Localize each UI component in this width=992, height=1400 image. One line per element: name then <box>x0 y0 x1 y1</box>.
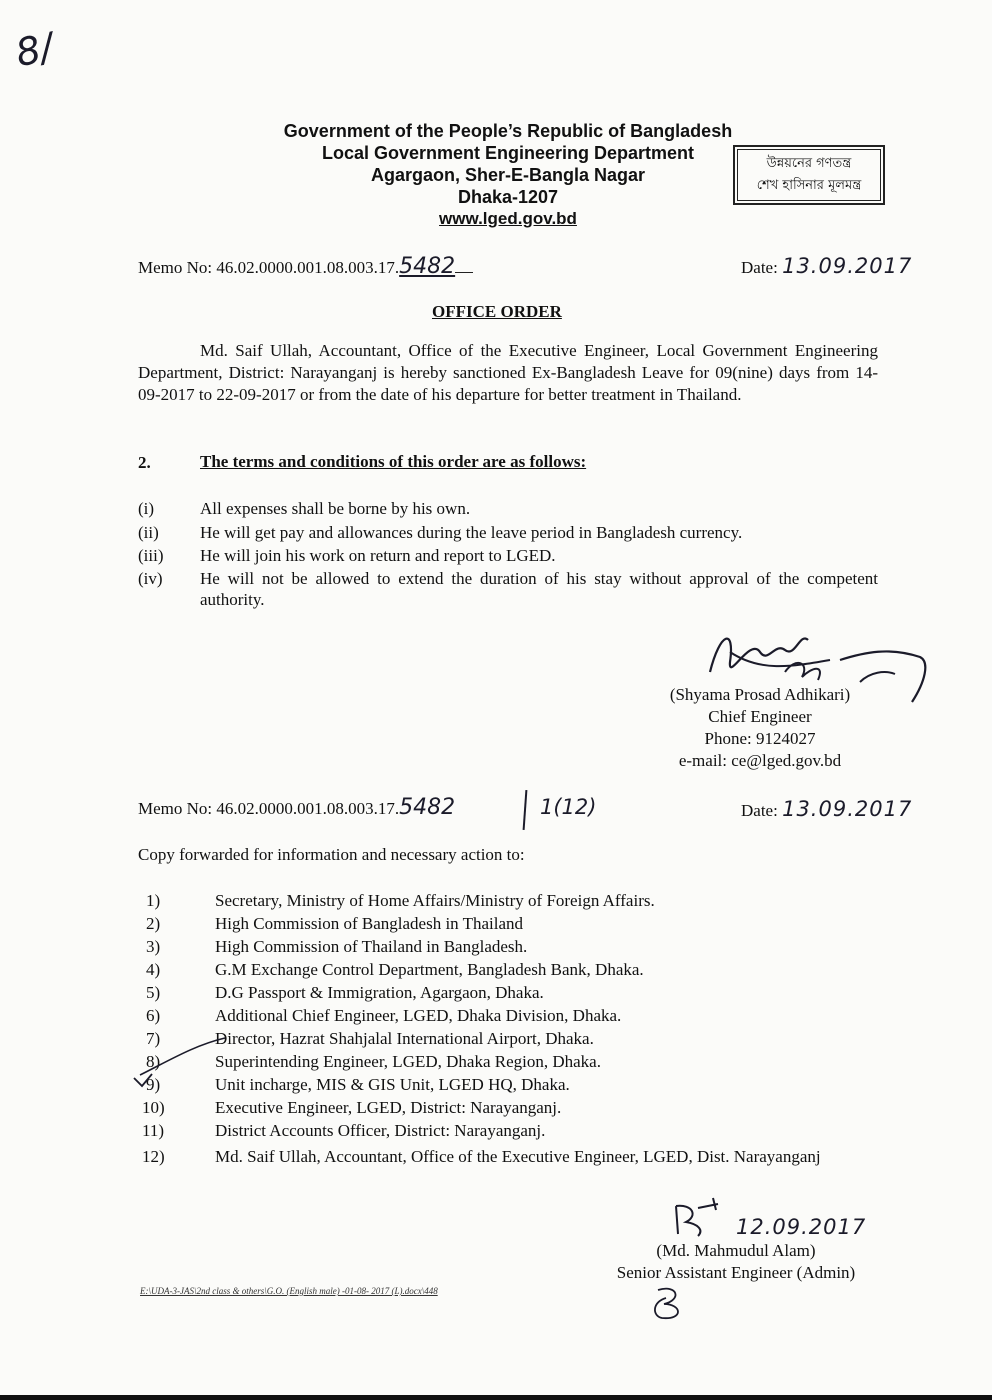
chief-engineer-email: e-mail: ce@lged.gov.bd <box>678 751 842 770</box>
list-item-num: 3) <box>146 937 161 956</box>
handwritten-check-marks <box>130 1030 240 1090</box>
memo-label-2: Memo No: 46.02.0000.001.08.003.17. <box>138 799 400 818</box>
list-item-num: 11) <box>142 1121 165 1140</box>
senior-engineer-handwritten-date: 12.09.2017 <box>736 1215 867 1239</box>
initial-scribble <box>648 1282 692 1324</box>
list-item-text: Superintending Engineer, LGED, Dhaka Region, Dhaka. <box>215 1052 601 1071</box>
letterhead-department: Local Government Engineering Department <box>321 143 695 163</box>
footer-file-path: E:\UDA-3-JAS\2nd class & others\G.O. (English male) -01-08- 2017 (L).docx\448 <box>140 1286 438 1296</box>
list-item-text: D.G Passport & Immigration, Agargaon, Dhaka. <box>215 983 544 1002</box>
list-item-num: 5) <box>146 983 161 1002</box>
letterhead-address: Agargaon, Sher-E-Bangla Nagar <box>370 165 646 185</box>
memo-date-1 <box>741 256 912 278</box>
slogan-line-2: শেখ হাসিনার মূলমন্ত্র <box>756 178 862 193</box>
senior-engineer-block <box>588 1240 884 1284</box>
office-order-body: Md. Saif Ullah, Accountant, Office of the Executive Engineer, Local Government Engineering Department, District: Narayanganj is hereby sanctioned Ex-Bangladesh Leave for 09(nine) days from 14-09-2017 to 22-09-2017 or from the date of his departure for better treatment in Thailand. <box>138 341 878 404</box>
list-item-num: 9) <box>146 1075 161 1094</box>
terms-item-num: (i) <box>138 499 155 518</box>
senior-engineer-designation: Senior Assistant Engineer (Admin) <box>616 1263 856 1282</box>
memo-date-value-1: 13.09.2017 <box>782 254 913 278</box>
memo-handwritten-number-1: 5482 <box>399 254 456 279</box>
memo-date-2 <box>741 799 912 821</box>
terms-item-num: (iv) <box>138 569 163 588</box>
list-item-text: High Commission of Bangladesh in Thailand <box>215 914 524 933</box>
memo-label-1: Memo No: 46.02.0000.001.08.003.17. <box>138 258 400 277</box>
chief-engineer-name: (Shyama Prosad Adhikari) <box>669 685 851 704</box>
corner-handwritten-mark: 8/ <box>11 24 58 76</box>
letterhead-city: Dhaka-1207 <box>457 187 559 207</box>
terms-item-text: He will not be allowed to extend the duration of his stay without approval of the competent authority. <box>200 569 878 609</box>
senior-engineer-name: (Md. Mahmudul Alam) <box>656 1241 816 1260</box>
list-item-text: High Commission of Thailand in Bangladesh. <box>215 937 528 956</box>
terms-item-text: He will join his work on return and report to LGED. <box>200 546 556 565</box>
memo-number-2 <box>138 797 455 819</box>
memo-date-value-2: 13.09.2017 <box>782 797 913 821</box>
list-item-num: 2) <box>146 914 161 933</box>
memo-vertical-stroke <box>523 790 528 830</box>
memo-handwritten-extra: 1(12) <box>540 795 597 819</box>
chief-engineer-designation: Chief Engineer <box>708 707 812 726</box>
list-item-text: Executive Engineer, LGED, District: Narayanganj. <box>215 1098 562 1117</box>
chief-engineer-block <box>640 684 880 772</box>
memo-number-1 <box>138 256 473 278</box>
memo-handwritten-number-2: 5482 <box>399 795 456 820</box>
list-item-text: G.M Exchange Control Department, Bangladesh Bank, Dhaka. <box>215 960 644 979</box>
memo-date-label-2: Date: <box>741 801 778 820</box>
list-item-text: Md. Saif Ullah, Accountant, Office of the Executive Engineer, LGED, Dist. Narayanganj <box>215 1147 821 1166</box>
list-item-text: Secretary, Ministry of Home Affairs/Ministry of Foreign Affairs. <box>215 891 655 910</box>
list-item-num: 4) <box>146 960 161 979</box>
list-item-text: Unit incharge, MIS & GIS Unit, LGED HQ, Dhaka. <box>215 1075 570 1094</box>
terms-item-text: All expenses shall be borne by his own. <box>200 499 471 518</box>
copy-forward-intro: Copy forwarded for information and necessary action to: <box>138 845 525 864</box>
list-item-text: Director, Hazrat Shahjalal International Airport, Dhaka. <box>215 1029 594 1048</box>
slogan-box <box>733 145 885 205</box>
terms-heading: The terms and conditions of this order are as follows: <box>200 452 587 471</box>
terms-number: 2. <box>138 453 151 472</box>
terms-item-num: (ii) <box>138 523 159 542</box>
list-item-num: 1) <box>146 891 161 910</box>
list-item-num: 6) <box>146 1006 161 1025</box>
terms-item-text: He will get pay and allowances during the leave period in Bangladesh currency. <box>200 523 743 542</box>
list-item-num: 8) <box>146 1052 161 1071</box>
list-item-num: 10) <box>142 1098 165 1117</box>
terms-item-num: (iii) <box>138 546 164 565</box>
letterhead-website: www.lged.gov.bd <box>439 209 577 228</box>
office-order-title: OFFICE ORDER <box>432 302 562 321</box>
list-item-num: 7) <box>146 1029 161 1048</box>
list-item-num: 12) <box>142 1147 165 1166</box>
list-item-text: District Accounts Officer, District: Narayanganj. <box>215 1121 546 1140</box>
chief-engineer-phone: Phone: 9124027 <box>704 729 816 748</box>
slogan-line-1: উন্নয়নের গণতন্ত্র <box>766 156 852 171</box>
letterhead-government: Government of the People’s Republic of Bangladesh <box>283 121 733 141</box>
letterhead <box>210 120 806 230</box>
scan-edge-line <box>0 1395 992 1400</box>
list-item-text: Additional Chief Engineer, LGED, Dhaka Division, Dhaka. <box>215 1006 622 1025</box>
memo-date-label-1: Date: <box>741 258 778 277</box>
